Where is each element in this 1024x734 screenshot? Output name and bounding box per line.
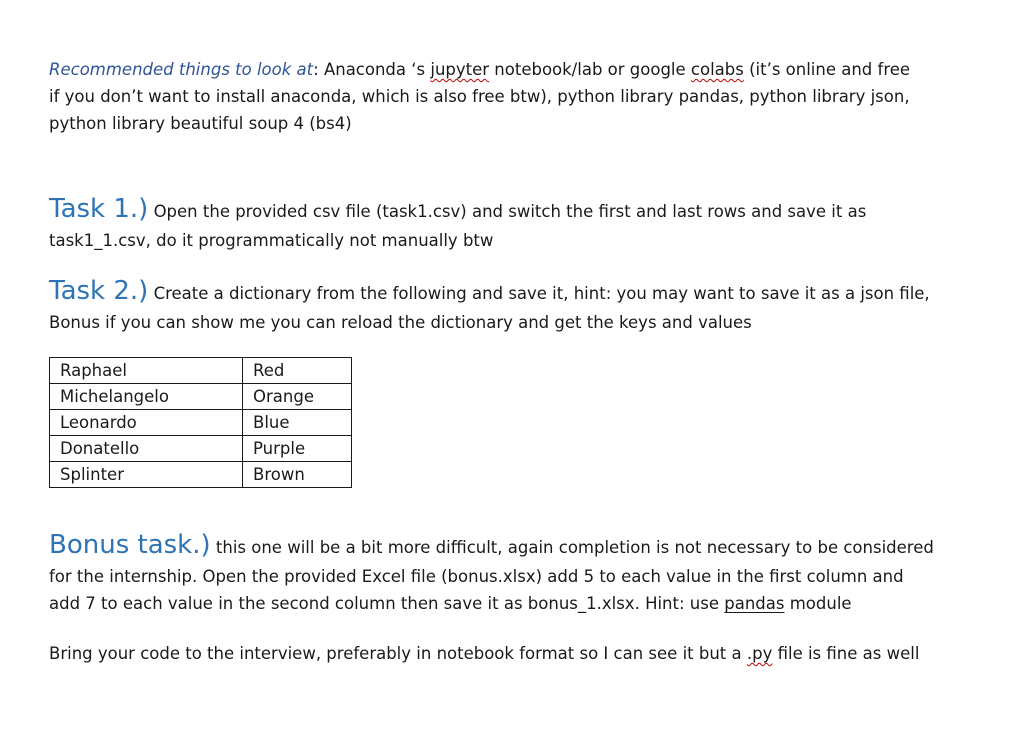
bonus-line-2: for the internship. Open the provided Excel file (bonus.xlsx) add 5 to each value in the first column and xyxy=(49,567,904,586)
table-cell-name: Leonardo xyxy=(50,410,243,436)
intro-colon: : xyxy=(313,60,319,79)
task-2-heading: Task 2.) xyxy=(49,276,149,306)
task-2-line-1 xyxy=(49,278,949,307)
table-row xyxy=(50,410,352,436)
bonus-line-3 xyxy=(49,590,949,617)
closing-text-b: file is fine as well xyxy=(772,644,920,663)
task-1-heading: Task 1.) xyxy=(49,194,149,224)
task-1-text: Open the provided csv file (task1.csv) and switch the first and last rows and save it as xyxy=(148,202,867,221)
table-cell-color: Red xyxy=(243,358,352,384)
intro-text-a: Anaconda ‘s xyxy=(318,60,431,79)
intro-text-b: notebook/lab or google xyxy=(489,60,691,79)
recommended-lead: Recommended things to look at xyxy=(49,60,314,79)
task-2-line-2: Bonus if you can show me you can reload the dictionary and get the keys and values xyxy=(49,313,752,332)
task-1-line-2: task1_1.csv, do it programmatically not manually btw xyxy=(49,231,494,250)
table-cell-color: Brown xyxy=(243,462,352,488)
bonus-heading: Bonus task.) xyxy=(49,530,211,560)
table-row xyxy=(50,384,352,410)
py-word: .py xyxy=(746,644,773,663)
bonus-line-1 xyxy=(49,532,949,561)
jupyter-word: jupyter xyxy=(430,60,490,79)
intro-paragraph xyxy=(49,56,949,137)
task-2-text: Create a dictionary from the following and save it, hint: you may want to save it as a json file, xyxy=(148,284,930,303)
bonus-line-3-b: module xyxy=(784,594,852,613)
table-cell-color: Orange xyxy=(243,384,352,410)
intro-text-c: (it’s online and free xyxy=(743,60,911,79)
table-cell-color: Purple xyxy=(243,436,352,462)
closing-paragraph xyxy=(49,640,969,667)
table-cell-name: Splinter xyxy=(50,462,243,488)
table-cell-color: Blue xyxy=(243,410,352,436)
closing-text-a: Bring your code to the interview, preferably in notebook format so I can see it but a xyxy=(49,644,747,663)
task-1-line-1 xyxy=(49,196,949,225)
table-cell-name: Donatello xyxy=(50,436,243,462)
bonus-task-section xyxy=(49,532,949,617)
task-1-section xyxy=(49,196,949,254)
bonus-text: this one will be a bit more difficult, again completion is not necessary to be considered xyxy=(210,538,934,557)
table-row xyxy=(50,358,352,384)
task-2-section xyxy=(49,278,949,336)
colabs-word: colabs xyxy=(690,60,744,79)
table-cell-name: Michelangelo xyxy=(50,384,243,410)
turtle-color-table xyxy=(49,357,352,488)
table-row xyxy=(50,462,352,488)
intro-line-2: if you don’t want to install anaconda, which is also free btw), python library pandas, python library json, xyxy=(49,87,910,106)
intro-line-3: python library beautiful soup 4 (bs4) xyxy=(49,114,352,133)
bonus-line-3-a: add 7 to each value in the second column then save it as bonus_1.xlsx. Hint: use xyxy=(49,594,725,613)
pandas-word: pandas xyxy=(724,594,785,613)
table-row xyxy=(50,436,352,462)
table-cell-name: Raphael xyxy=(50,358,243,384)
